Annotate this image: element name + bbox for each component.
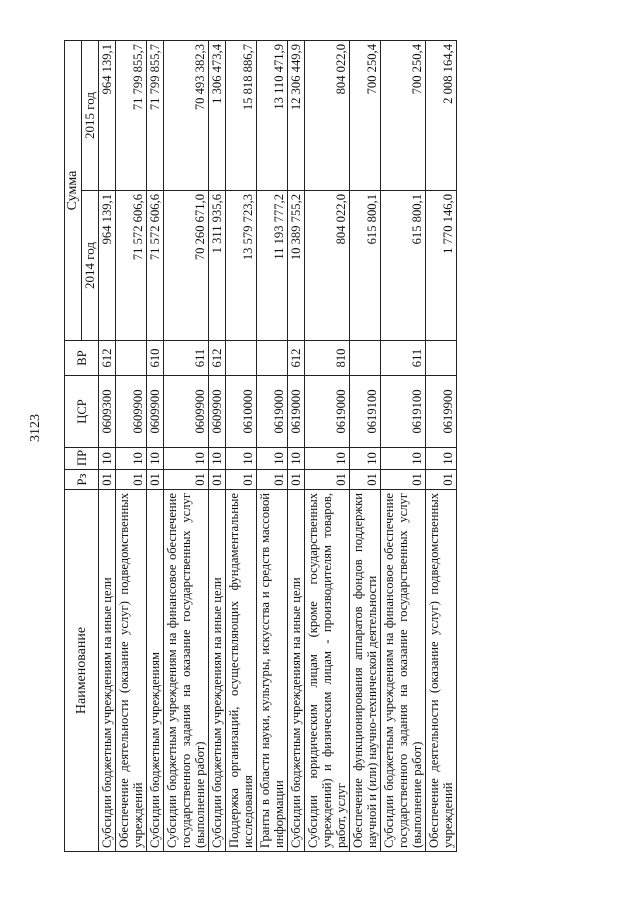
header-csr: ЦСР — [65, 376, 99, 448]
cell-rz: 01 — [99, 470, 116, 490]
header-pr: ПР — [65, 448, 99, 470]
table-row — [257, 41, 288, 852]
cell-2014: 1 311 935,6 — [209, 191, 226, 341]
table-row — [305, 41, 350, 852]
cell-rz: 01 — [147, 470, 164, 490]
cell-csr: 0609900 — [147, 376, 164, 448]
cell-vr — [116, 341, 147, 376]
cell-2014: 10 389 755,2 — [288, 191, 305, 341]
cell-name: Поддержка организаций, осуществляющих фундаментальные исследования — [226, 490, 257, 852]
cell-name: Субсидии бюджетным учреждениям на финансовое обеспечение государственного задания на оказание государственных услуг (выполнение работ) — [164, 490, 209, 852]
cell-rz: 01 — [350, 470, 381, 490]
cell-2015: 700 250,4 — [381, 41, 426, 191]
cell-rz: 01 — [305, 470, 350, 490]
cell-csr: 0619900 — [426, 376, 457, 448]
table-row — [288, 41, 305, 852]
cell-name: Субсидии юридическим лицам (кроме государственных учреждений) и физическим лицам - производителям товаров, работ, услуг — [305, 490, 350, 852]
cell-vr: 612 — [209, 341, 226, 376]
cell-csr: 0619000 — [305, 376, 350, 448]
cell-vr — [426, 341, 457, 376]
cell-2015: 1 306 473,4 — [209, 41, 226, 191]
header-vr: ВР — [65, 341, 99, 376]
table-row — [164, 41, 209, 852]
cell-vr: 810 — [305, 341, 350, 376]
cell-name: Обеспечение функционирования аппаратов фондов поддержки научной и (или) научно-технической деятельности — [350, 490, 381, 852]
cell-pr: 10 — [381, 448, 426, 470]
rotated-page — [64, 41, 594, 852]
cell-pr: 10 — [164, 448, 209, 470]
cell-pr: 10 — [147, 448, 164, 470]
cell-csr: 0609900 — [116, 376, 147, 448]
cell-2015: 700 250,4 — [350, 41, 381, 191]
cell-name: Субсидии бюджетным учреждениям — [147, 490, 164, 852]
header-sum: Сумма — [65, 41, 82, 341]
cell-rz: 01 — [209, 470, 226, 490]
header-2014: 2014 год — [82, 191, 99, 341]
cell-2014: 615 800,1 — [350, 191, 381, 341]
header-rz: Рз — [65, 470, 99, 490]
table-row — [350, 41, 381, 852]
cell-csr: 0619100 — [350, 376, 381, 448]
cell-2014: 11 193 777,2 — [257, 191, 288, 341]
cell-2014: 1 770 146,0 — [426, 191, 457, 341]
table-row — [426, 41, 457, 852]
cell-pr: 10 — [288, 448, 305, 470]
cell-vr — [257, 341, 288, 376]
cell-name: Гранты в области науки, культуры, искусства и средств массовой информации — [257, 490, 288, 852]
table-body — [99, 41, 457, 852]
cell-name: Субсидии бюджетным учреждениям на иные цели — [288, 490, 305, 852]
cell-name: Субсидии бюджетным учреждениям на финансовое обеспечение государственного задания на оказание государственных услуг (выполнение работ) — [381, 490, 426, 852]
cell-pr: 10 — [257, 448, 288, 470]
cell-pr: 10 — [116, 448, 147, 470]
header-2015: 2015 год — [82, 41, 99, 191]
cell-2015: 71 799 855,7 — [147, 41, 164, 191]
cell-2014: 70 260 671,0 — [164, 191, 209, 341]
cell-csr: 0619000 — [288, 376, 305, 448]
cell-2015: 12 306 449,9 — [288, 41, 305, 191]
cell-2014: 71 572 606,6 — [147, 191, 164, 341]
cell-2014: 71 572 606,6 — [116, 191, 147, 341]
cell-name: Обеспечение деятельности (оказание услуг) подведомственных учреждений — [116, 490, 147, 852]
header-name: Наименование — [65, 490, 99, 852]
cell-rz: 01 — [226, 470, 257, 490]
budget-table — [64, 40, 457, 852]
cell-pr: 10 — [209, 448, 226, 470]
cell-pr: 10 — [226, 448, 257, 470]
cell-csr: 0619100 — [381, 376, 426, 448]
table-row — [147, 41, 164, 852]
cell-rz: 01 — [381, 470, 426, 490]
cell-2014: 615 800,1 — [381, 191, 426, 341]
cell-vr: 612 — [288, 341, 305, 376]
cell-2014: 964 139,1 — [99, 191, 116, 341]
cell-vr — [226, 341, 257, 376]
cell-name: Субсидии бюджетным учреждениям на иные цели — [209, 490, 226, 852]
cell-2015: 13 110 471,9 — [257, 41, 288, 191]
cell-2014: 804 022,0 — [305, 191, 350, 341]
cell-name: Обеспечение деятельности (оказание услуг) подведомственных учреждений — [426, 490, 457, 852]
cell-pr: 10 — [99, 448, 116, 470]
table-header — [65, 41, 99, 852]
table-row — [99, 41, 116, 852]
cell-name: Субсидии бюджетным учреждениям на иные цели — [99, 490, 116, 852]
cell-pr: 10 — [305, 448, 350, 470]
cell-2015: 71 799 855,7 — [116, 41, 147, 191]
cell-vr: 612 — [99, 341, 116, 376]
cell-csr: 0609900 — [164, 376, 209, 448]
cell-vr: 611 — [381, 341, 426, 376]
cell-csr: 0609900 — [209, 376, 226, 448]
cell-rz: 01 — [288, 470, 305, 490]
cell-2015: 804 022,0 — [305, 41, 350, 191]
cell-pr: 10 — [350, 448, 381, 470]
cell-vr: 610 — [147, 341, 164, 376]
table-row — [381, 41, 426, 852]
cell-2015: 15 818 886,7 — [226, 41, 257, 191]
cell-rz: 01 — [164, 470, 209, 490]
cell-2015: 70 493 382,3 — [164, 41, 209, 191]
cell-2014: 13 579 723,3 — [226, 191, 257, 341]
table-row — [226, 41, 257, 852]
table-row — [116, 41, 147, 852]
cell-2015: 2 008 164,4 — [426, 41, 457, 191]
cell-vr: 611 — [164, 341, 209, 376]
cell-2015: 964 139,1 — [99, 41, 116, 191]
cell-vr — [350, 341, 381, 376]
cell-csr: 0609300 — [99, 376, 116, 448]
cell-rz: 01 — [116, 470, 147, 490]
cell-rz: 01 — [257, 470, 288, 490]
cell-csr: 0610000 — [226, 376, 257, 448]
table-row — [209, 41, 226, 852]
cell-csr: 0619000 — [257, 376, 288, 448]
page-number: 3123 — [28, 414, 43, 442]
cell-pr: 10 — [426, 448, 457, 470]
cell-rz: 01 — [426, 470, 457, 490]
